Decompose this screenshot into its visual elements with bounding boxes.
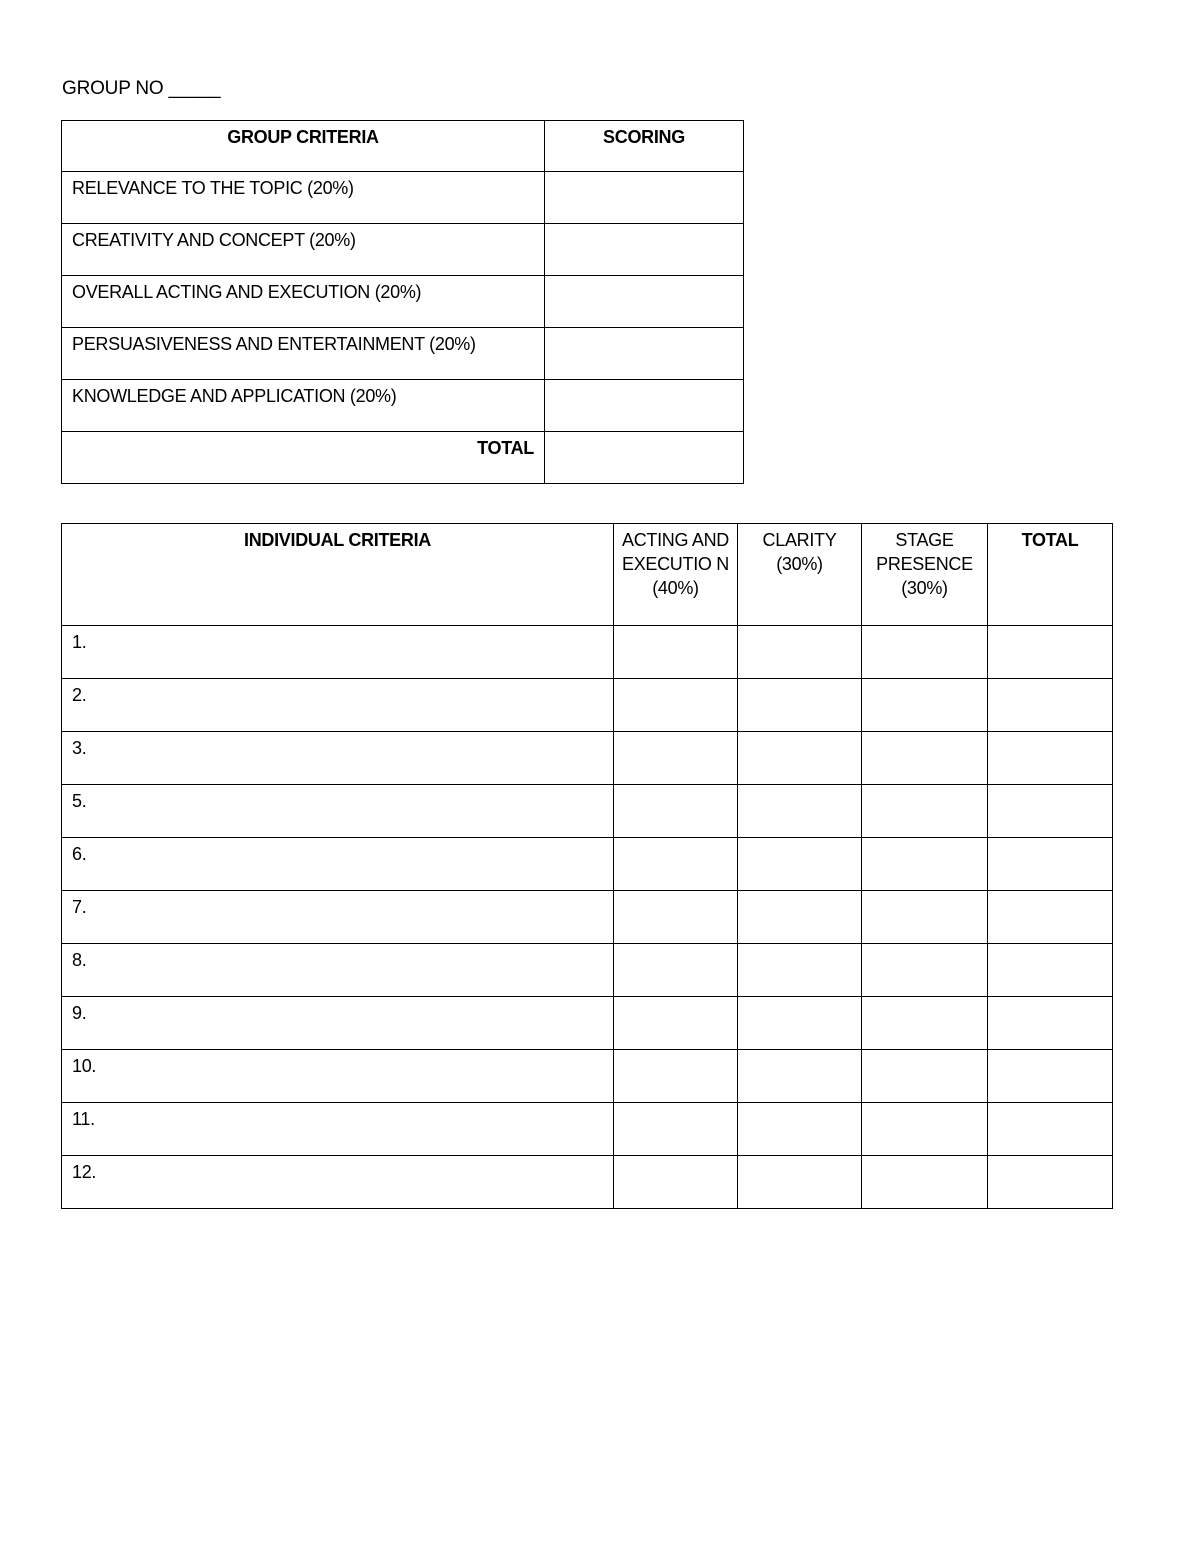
participant-number: 9. <box>62 997 614 1050</box>
clarity-score-cell[interactable] <box>738 626 862 679</box>
clarity-header: CLARITY (30%) <box>738 524 862 626</box>
table-row <box>62 732 1113 785</box>
acting-score-cell[interactable] <box>614 785 738 838</box>
table-row <box>62 328 744 380</box>
individual-total-header: TOTAL <box>988 524 1113 626</box>
clarity-score-cell[interactable] <box>738 1050 862 1103</box>
criteria-label: RELEVANCE TO THE TOPIC (20%) <box>62 172 545 224</box>
group-total-row <box>62 432 744 484</box>
clarity-score-cell[interactable] <box>738 732 862 785</box>
table-row <box>62 1156 1113 1209</box>
stage-presence-score-cell[interactable] <box>862 1103 988 1156</box>
group-number-label: GROUP NO _____ <box>62 78 221 99</box>
total-score-cell[interactable] <box>988 944 1113 997</box>
score-cell[interactable] <box>545 380 744 432</box>
score-cell[interactable] <box>545 328 744 380</box>
stage-presence-score-cell[interactable] <box>862 732 988 785</box>
score-cell[interactable] <box>545 276 744 328</box>
criteria-label: OVERALL ACTING AND EXECUTION (20%) <box>62 276 545 328</box>
acting-score-cell[interactable] <box>614 944 738 997</box>
acting-score-cell[interactable] <box>614 838 738 891</box>
score-cell[interactable] <box>545 224 744 276</box>
table-row <box>62 1050 1113 1103</box>
stage-presence-score-cell[interactable] <box>862 679 988 732</box>
stage-presence-score-cell[interactable] <box>862 1156 988 1209</box>
table-row <box>62 944 1113 997</box>
table-row <box>62 785 1113 838</box>
individual-criteria-header: INDIVIDUAL CRITERIA <box>62 524 614 626</box>
clarity-score-cell[interactable] <box>738 891 862 944</box>
acting-score-cell[interactable] <box>614 997 738 1050</box>
table-row <box>62 276 744 328</box>
participant-number: 3. <box>62 732 614 785</box>
total-score-cell[interactable] <box>988 1050 1113 1103</box>
individual-criteria-table <box>61 523 1113 1209</box>
total-score-cell[interactable] <box>988 626 1113 679</box>
acting-score-cell[interactable] <box>614 1156 738 1209</box>
total-score-cell[interactable] <box>988 785 1113 838</box>
participant-number: 7. <box>62 891 614 944</box>
group-table-header-row <box>62 121 744 172</box>
table-row <box>62 172 744 224</box>
criteria-label: KNOWLEDGE AND APPLICATION (20%) <box>62 380 545 432</box>
group-criteria-table <box>61 120 744 484</box>
participant-number: 10. <box>62 1050 614 1103</box>
acting-score-cell[interactable] <box>614 679 738 732</box>
participant-number: 11. <box>62 1103 614 1156</box>
acting-score-cell[interactable] <box>614 732 738 785</box>
table-row <box>62 838 1113 891</box>
table-row <box>62 380 744 432</box>
table-row <box>62 679 1113 732</box>
acting-execution-header: ACTING AND EXECUTIO N (40%) <box>614 524 738 626</box>
total-score-cell[interactable] <box>988 997 1113 1050</box>
participant-number: 12. <box>62 1156 614 1209</box>
total-score-cell[interactable] <box>988 732 1113 785</box>
clarity-score-cell[interactable] <box>738 1103 862 1156</box>
stage-presence-score-cell[interactable] <box>862 626 988 679</box>
clarity-score-cell[interactable] <box>738 1156 862 1209</box>
stage-presence-score-cell[interactable] <box>862 891 988 944</box>
participant-number: 5. <box>62 785 614 838</box>
table-row <box>62 1103 1113 1156</box>
criteria-label: PERSUASIVENESS AND ENTERTAINMENT (20%) <box>62 328 545 380</box>
acting-score-cell[interactable] <box>614 891 738 944</box>
stage-presence-score-cell[interactable] <box>862 838 988 891</box>
table-row <box>62 891 1113 944</box>
stage-presence-score-cell[interactable] <box>862 1050 988 1103</box>
acting-score-cell[interactable] <box>614 626 738 679</box>
participant-number: 1. <box>62 626 614 679</box>
stage-presence-score-cell[interactable] <box>862 785 988 838</box>
total-score-cell[interactable] <box>988 1103 1113 1156</box>
clarity-score-cell[interactable] <box>738 944 862 997</box>
total-score-cell[interactable] <box>545 432 744 484</box>
stage-presence-header: STAGE PRESENCE (30%) <box>862 524 988 626</box>
clarity-score-cell[interactable] <box>738 838 862 891</box>
total-score-cell[interactable] <box>988 838 1113 891</box>
table-row <box>62 626 1113 679</box>
individual-table-header-row <box>62 524 1113 626</box>
acting-score-cell[interactable] <box>614 1050 738 1103</box>
clarity-score-cell[interactable] <box>738 679 862 732</box>
table-row <box>62 997 1113 1050</box>
total-score-cell[interactable] <box>988 1156 1113 1209</box>
clarity-score-cell[interactable] <box>738 997 862 1050</box>
stage-presence-score-cell[interactable] <box>862 944 988 997</box>
scoring-header: SCORING <box>545 121 744 172</box>
criteria-label: CREATIVITY AND CONCEPT (20%) <box>62 224 545 276</box>
acting-score-cell[interactable] <box>614 1103 738 1156</box>
participant-number: 6. <box>62 838 614 891</box>
total-label: TOTAL <box>62 432 545 484</box>
total-score-cell[interactable] <box>988 679 1113 732</box>
participant-number: 8. <box>62 944 614 997</box>
clarity-score-cell[interactable] <box>738 785 862 838</box>
participant-number: 2. <box>62 679 614 732</box>
total-score-cell[interactable] <box>988 891 1113 944</box>
score-cell[interactable] <box>545 172 744 224</box>
stage-presence-score-cell[interactable] <box>862 997 988 1050</box>
group-criteria-header: GROUP CRITERIA <box>62 121 545 172</box>
table-row <box>62 224 744 276</box>
